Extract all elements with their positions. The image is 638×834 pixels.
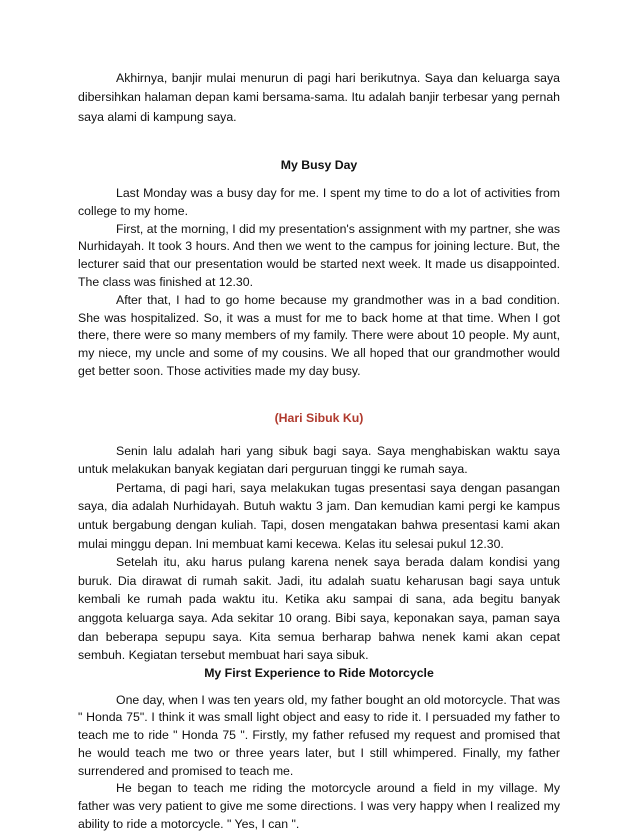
paragraph: Senin lalu adalah hari yang sibuk bagi saya. Saya menghabiskan waktu saya untuk melakukan banyak kegiatan dari perguruan tinggi ke rumah saya. [78, 443, 560, 477]
paragraph: After that, I had to go home because my grandmother was in a bad condition. She was hospitalized. So, it was a must for me to back home at that time. When I got there, there were so many members of my family. There were about 10 people. My aunt, my niece, my uncle and some of my cousins. We all hoped that our grandmother would get better soon. Those activities made my day busy. [78, 292, 560, 378]
section-title-first-experience: My First Experience to Ride Motorcycle [204, 665, 434, 680]
section-title-my-busy-day: My Busy Day [280, 158, 358, 173]
paragraph: Last Monday was a busy day for me. I spent my time to do a lot of activities from college to my home. [78, 186, 560, 218]
spacer [78, 683, 560, 692]
spacer [78, 127, 560, 157]
spacer [78, 381, 560, 410]
spacer [78, 428, 560, 442]
spacer [78, 175, 560, 185]
paragraph: He began to teach me riding the motorcycle around a field in my village. My father was very patient to give me some directions. I was very happy when I realized my ability to ride a motorcycle. " Yes, I can ". [78, 781, 560, 832]
intro-paragraph: Akhirnya, banjir mulai menurun di pagi hari berikutnya. Saya dan keluarga saya dibersihkan halaman depan kami bersama-sama. Itu adalah banjir terbesar yang pernah saya alami di kampung saya. [78, 71, 560, 124]
paragraph: First, at the morning, I did my presentation's assignment with my partner, she was Nurhidayah. It took 3 hours. And then we went to the campus for joining lecture. But, the lecturer said that our presentation would be started next week. It made us disappointed. The class was finished at 12.30. [78, 221, 560, 289]
section-title-hari-sibuk-ku: (Hari Sibuk Ku) [274, 410, 364, 425]
paragraph: Setelah itu, aku harus pulang karena nenek saya berada dalam kondisi yang buruk. Dia dirawat di rumah sakit. Jadi, itu adalah suatu keharusan bagi saya untuk kembali ke rumah pada waktu itu. Ketika aku sampai di sana, ada begitu banyak anggota keluarga saya. Ada sekitar 10 orang. Bibi saya, keponakan saya, paman saya dan beberapa sepupu saya. Kita semua berharap bahwa nenek kami akan cepat sembuh. Kegiatan tersebut membuat hari saya sibuk. [78, 555, 560, 663]
paragraph: One day, when I was ten years old, my father bought an old motorcycle. That was " Honda 75". I think it was small light object and easy to ride it. I persuaded my father to teach me to ride " Honda 75 ". Firstly, my father refused my request and promised that he would teach me two or three years later, but I still whimpered. Finally, my father surrendered and promised to teach me. [78, 692, 560, 778]
paragraph: Pertama, di pagi hari, saya melakukan tugas presentasi saya dengan pasangan saya, dia adalah Nurhidayah. Butuh waktu 3 jam. Dan kemudian kami pergi ke kampus untuk bergabung dengan kuliah. Tapi, dosen mengatakan bahwa presentasi kami akan mulai minggu depan. Ini membuat kami kecewa. Kelas itu selesai pukul 12.30. [78, 480, 560, 551]
